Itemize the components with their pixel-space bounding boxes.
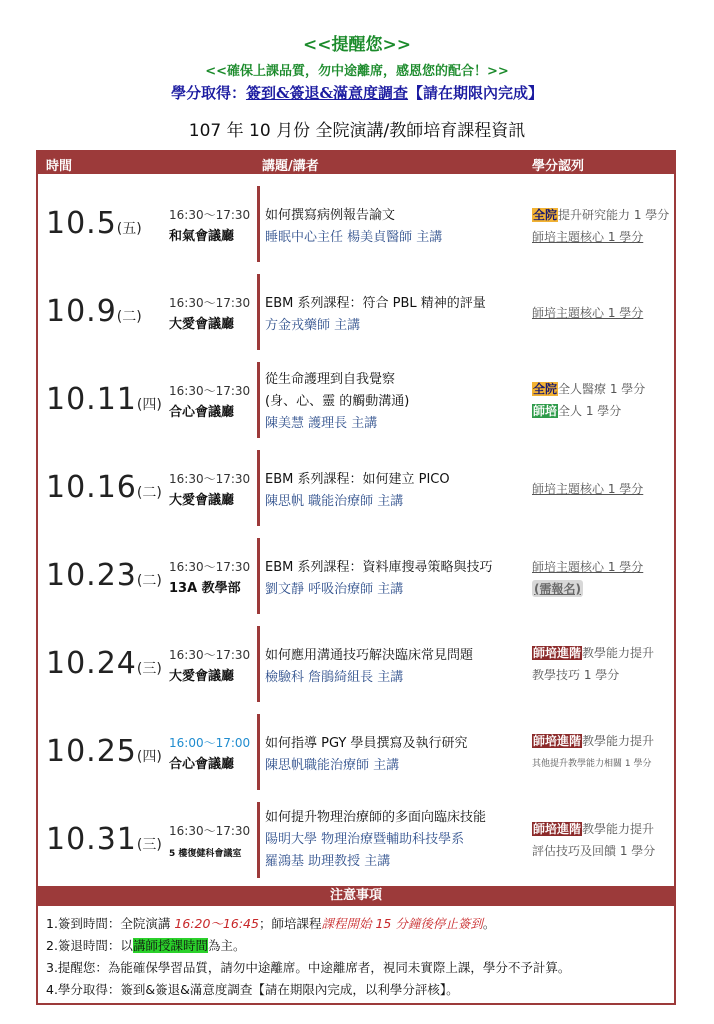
row-time: 16:30～17:30 (169, 384, 251, 398)
row-credit-1: 全院全人醫療 1 學分 (533, 382, 646, 396)
schedule-table (36, 150, 676, 1005)
row-date: 10.16(二) (46, 470, 162, 505)
row-time: 16:30～17:30 (169, 296, 251, 310)
row-topic: EBM 系列課程：符合 PBL 精神的評量 (265, 296, 486, 311)
row-venue: 大愛會議廳 (169, 493, 235, 508)
row-divider (257, 450, 260, 526)
row-credit-1: 師培進階教學能力提升 (533, 646, 655, 660)
row-date: 10.31(三) (46, 822, 162, 857)
row-divider (257, 362, 260, 438)
row-speaker: 檢驗科 詹鵑綺組長 主講 (265, 670, 404, 685)
row-speaker: 羅鴻基 助理教授 主講 (265, 854, 391, 869)
reminder-subtitle: <<確保上課品質，勿中途離席，感恩您的配合！>> (205, 64, 509, 79)
notice-title: 注意事項 (38, 886, 674, 906)
row-credit-1: 師培主題核心 1 學分 (532, 306, 644, 320)
col-header-topic: 講題/講者 (262, 159, 319, 174)
row-credit-1: 師培主題核心 1 學分 (532, 482, 644, 496)
row-venue: 合心會議廳 (169, 757, 235, 772)
notice-item-2: 2.簽退時間：以講師授課時間為主。 (46, 938, 246, 953)
row-speaker: 劉文靜 呼吸治療師 主講 (265, 582, 404, 597)
row-topic: EBM 系列課程：如何建立 PICO (265, 472, 450, 487)
table-header (38, 152, 674, 174)
row-divider (257, 186, 260, 262)
row-topic: 如何指導 PGY 學員撰寫及執行研究 (265, 736, 468, 751)
row-divider (257, 538, 260, 614)
row-credit-2: 評估技巧及回饋 1 學分 (532, 844, 656, 858)
row-time: 16:30～17:30 (169, 824, 251, 838)
row-speaker: 陳美慧 護理長 主講 (265, 416, 378, 431)
row-venue: 合心會議廳 (169, 405, 235, 420)
reminder-title: <<提醒您>> (303, 35, 411, 55)
notice-item-1: 1.簽到時間：全院演講 16:20～16:45；師培課程課程開始 15 分鐘後停止簽到。 (46, 916, 496, 931)
row-date: 10.11(四) (46, 382, 162, 417)
row-venue: 大愛會議廳 (169, 317, 235, 332)
table-row (38, 794, 674, 882)
col-header-credit: 學分認列 (532, 159, 585, 174)
row-topic: 如何提升物理治療師的多面向臨床技能 (265, 810, 487, 825)
row-topic: EBM 系列課程：資料庫搜尋策略與技巧 (265, 560, 493, 575)
page-title: 107 年 10 月份 全院演講/教師培育課程資訊 (188, 121, 526, 141)
row-time: 16:00～17:00 (169, 736, 251, 750)
row-date: 10.9(二) (46, 294, 142, 329)
row-speaker: 睡眠中心主任 楊美貞醫師 主講 (265, 230, 443, 245)
row-time: 16:30～17:30 (169, 208, 251, 222)
row-topic-line2: (身、心、靈 的觸動溝通) (265, 394, 410, 409)
col-header-time: 時間 (46, 159, 73, 174)
row-credit-1: 師培主題核心 1 學分 (532, 560, 644, 574)
row-topic: 如何應用溝通技巧解決臨床常見問題 (265, 648, 474, 663)
table-row (38, 706, 674, 794)
row-topic: 從生命護理到自我覺察 (265, 372, 396, 387)
table-row (38, 530, 674, 618)
table-row (38, 618, 674, 706)
row-credit-2: 教學技巧 1 學分 (532, 668, 620, 682)
credit-instruction-suffix: 【請在期限內完成】 (408, 84, 544, 102)
row-divider (257, 626, 260, 702)
row-credit-1: 全院提升研究能力 1 學分 (533, 208, 670, 222)
credit-instruction-underlined: 簽到&簽退&滿意度調查 (245, 84, 409, 102)
row-date: 10.23(二) (46, 558, 162, 593)
row-divider (257, 802, 260, 878)
row-time: 16:30～17:30 (169, 560, 251, 574)
table-row (38, 178, 674, 266)
row-speaker: 陳思帆職能治療師 主講 (265, 758, 400, 773)
row-venue: 13A 教學部 (169, 581, 241, 596)
credit-instruction-prefix: 學分取得： (170, 84, 246, 102)
row-date: 10.24(三) (46, 646, 162, 681)
row-affiliation: 陽明大學 物理治療暨輔助科技學系 (265, 832, 465, 847)
row-venue: 大愛會議廳 (169, 669, 235, 684)
row-date: 10.25(四) (46, 734, 162, 769)
row-credit-1: 師培進階教學能力提升 (533, 734, 655, 748)
registration-badge: (需報名) (534, 582, 581, 596)
row-speaker: 陳思帆 職能治療師 主講 (265, 494, 404, 509)
credit-instruction (0, 82, 714, 103)
row-topic: 如何撰寫病例報告論文 (265, 208, 396, 223)
table-row (38, 354, 674, 442)
row-divider (257, 714, 260, 790)
row-time: 16:30～17:30 (169, 472, 251, 486)
row-credit-2: 師培主題核心 1 學分 (532, 230, 644, 244)
notice-item-3: 3.提醒您：為能確保學習品質，請勿中途離席。中途離席者，視同未實際上課，學分不予計算。 (46, 960, 571, 975)
row-venue: 和氣會議廳 (169, 229, 235, 244)
notice-item-4: 4.學分取得：簽到&簽退&滿意度調查【請在期限內完成，以利學分評核】。 (46, 982, 459, 997)
row-credit-1: 師培進階教學能力提升 (533, 822, 655, 836)
row-date: 10.5(五) (46, 206, 142, 241)
row-time: 16:30～17:30 (169, 648, 251, 662)
row-credit-2: 其他提升教學能力相關 1 學分 (532, 759, 652, 769)
row-divider (257, 274, 260, 350)
row-venue: 5 樓復健科會議室 (169, 849, 242, 859)
row-speaker: 方金戎藥師 主講 (265, 318, 361, 333)
row-credit-2: 師培全人 1 學分 (533, 404, 622, 418)
table-row (38, 266, 674, 354)
table-row (38, 442, 674, 530)
